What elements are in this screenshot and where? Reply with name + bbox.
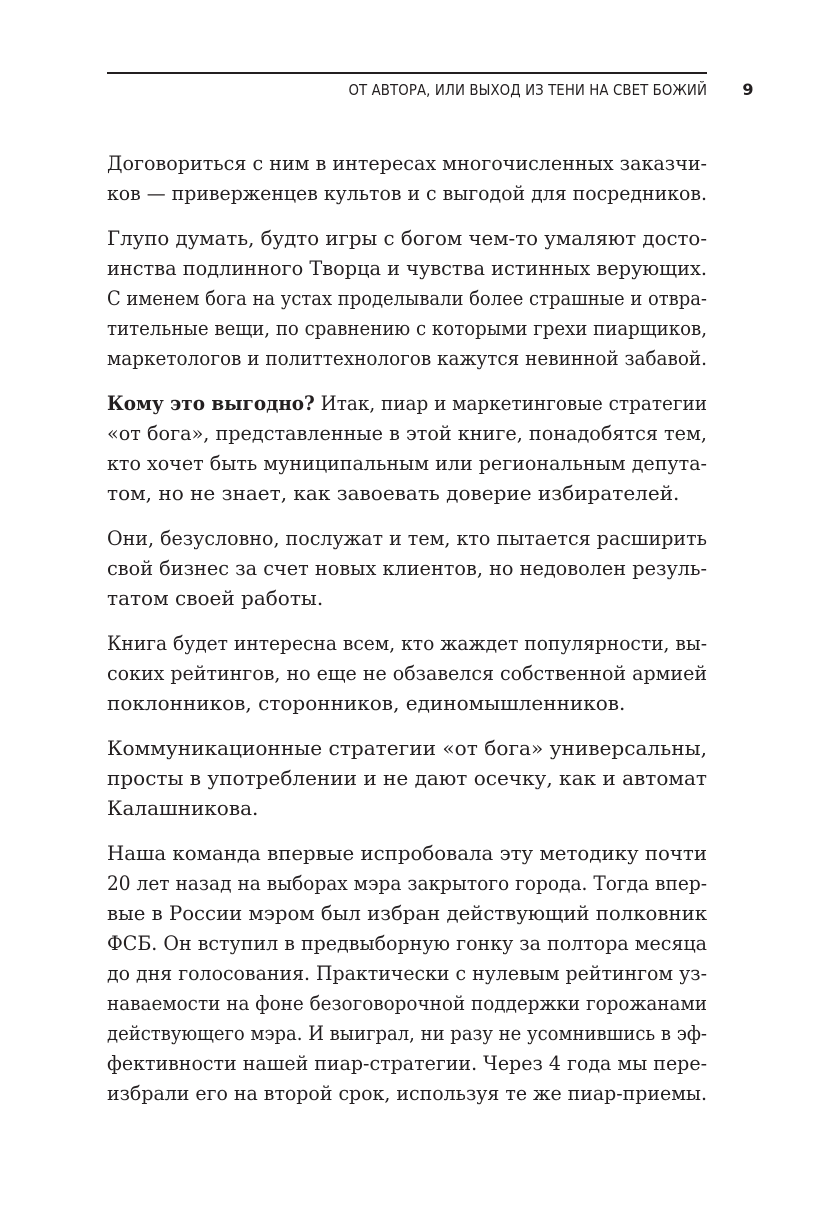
paragraph-lead-question: Кому это выгодно? <box>107 391 315 415</box>
text-line: Калашникова. <box>107 796 259 820</box>
paragraph <box>107 523 707 613</box>
text-line: том, но не знает, как завоевать доверие избирателей. <box>107 481 680 505</box>
text-line: поклонников, сторонников, единомышленников. <box>107 691 626 715</box>
paragraph <box>107 628 707 718</box>
header-rule <box>107 72 707 74</box>
text-line: Коммуникационные стратегии «от бога» универсальны, <box>107 736 707 760</box>
text-line: «от бога», представленные в этой книге, понадобятся тем, <box>107 421 707 445</box>
text-line: ФСБ. Он вступил в предвыборную гонку за полтора месяца <box>107 931 707 955</box>
page-number: 9 <box>742 80 754 99</box>
body-text <box>107 148 707 1123</box>
paragraph <box>107 838 707 1108</box>
text-line: свой бизнес за счет новых клиентов, но недоволен резуль- <box>107 556 707 580</box>
text-line: татом своей работы. <box>107 586 324 610</box>
running-head: ОТ АВТОРА, ИЛИ ВЫХОД ИЗ ТЕНИ НА СВЕТ БОЖИЙ <box>348 81 707 99</box>
text-line: Кому это выгодно? Итак, пиар и маркетинговые стратегии <box>107 391 707 415</box>
text-line: соких рейтингов, но еще не обзавелся собственной армией <box>107 661 707 685</box>
text-line: действующего мэра. И выиграл, ни разу не усомнившись в эф- <box>107 1021 707 1045</box>
text-line: Наша команда впервые испробовала эту методику почти <box>107 841 707 865</box>
text-line: просты в употреблении и не дают осечку, как и автомат <box>107 766 707 790</box>
paragraph <box>107 223 707 373</box>
text-line: вые в России мэром был избран действующий полковник <box>107 901 707 925</box>
text-line: Книга будет интересна всем, кто жаждет популярности, вы- <box>107 631 707 655</box>
paragraph <box>107 388 707 508</box>
text-line: маркетологов и политтехнологов кажутся невинной забавой. <box>107 346 707 370</box>
paragraph <box>107 148 707 208</box>
text-line: тительные вещи, по сравнению с которыми грехи пиарщиков, <box>107 316 707 340</box>
text-line: инства подлинного Творца и чувства истинных верующих. <box>107 256 707 280</box>
text-line: 20 лет назад на выборах мэра закрытого города. Тогда впер- <box>107 871 707 895</box>
text-line: Глупо думать, будто игры с богом чем-то умаляют досто- <box>107 226 707 250</box>
paragraph <box>107 733 707 823</box>
text-line: избрали его на второй срок, используя те же пиар-приемы. <box>107 1081 707 1105</box>
text-line: кто хочет быть муниципальным или региональным депута- <box>107 451 707 475</box>
text-line: С именем бога на устах проделывали более страшные и отвра- <box>107 286 707 310</box>
text-line: ков — приверженцев культов и с выгодой для посредников. <box>107 181 707 205</box>
text-line: до дня голосования. Практически с нулевым рейтингом уз- <box>107 961 707 985</box>
text-line: фективности нашей пиар-стратегии. Через 4 года мы пере- <box>107 1051 707 1075</box>
text-line: Они, безусловно, послужат и тем, кто пытается расширить <box>107 526 707 550</box>
text-line: Договориться с ним в интересах многочисленных заказчи- <box>107 151 707 175</box>
text-line: наваемости на фоне безоговорочной поддержки горожанами <box>107 991 707 1015</box>
